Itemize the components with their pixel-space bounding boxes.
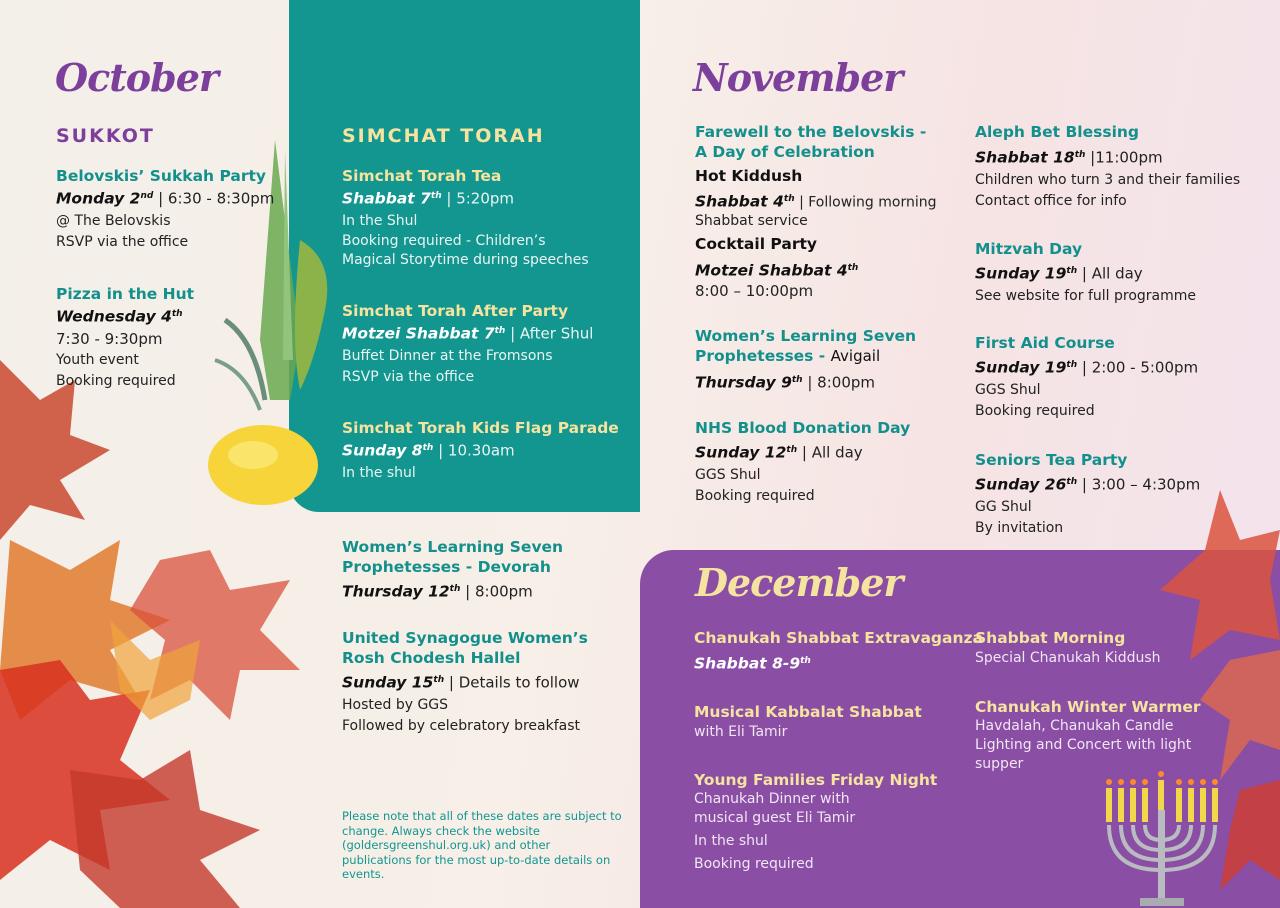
event-line: Buffet Dinner at the Fromsons [342, 347, 553, 364]
event-line: GGS Shul [695, 466, 761, 483]
event-line: See website for full programme [975, 287, 1196, 304]
event-date: Motzei Shabbat 7th | After Shul [342, 324, 594, 343]
event-belovskis-sukkah-party [56, 166, 274, 253]
event-title: Prophetesses - Devorah [342, 558, 551, 576]
event-aleph-bet-blessing [975, 122, 1240, 212]
event-line: Youth event [56, 351, 139, 368]
event-line: RSVP via the office [56, 233, 189, 250]
event-title: Prophetesses - Avigail [695, 347, 881, 365]
event-line: Shabbat service [695, 212, 808, 229]
event-line: supper [975, 756, 1024, 772]
event-nhs-blood-donation [695, 418, 910, 507]
event-line: Chanukah Dinner with [694, 791, 850, 807]
event-line: By invitation [975, 519, 1064, 536]
event-line: RSVP via the office [342, 368, 475, 385]
event-first-aid-course [975, 333, 1198, 422]
event-date: Sunday 19th | All day [975, 264, 1143, 283]
event-line: Booking required [695, 487, 815, 504]
event-line: Followed by celebratory breakfast [342, 717, 580, 734]
event-line: musical guest Eli Tamir [694, 810, 856, 826]
disclaimer-note: Please note that all of these dates are subject to change. Always check the website (goldersgreenshul.org.uk) and other publications for the most up-to-date details on events. [342, 809, 622, 881]
event-young-families-friday-night [694, 770, 937, 875]
event-title: Pizza in the Hut [56, 285, 195, 303]
event-title: United Synagogue Women’s [342, 629, 588, 647]
event-line: Hosted by GGS [342, 696, 449, 713]
event-date: Wednesday 4th [56, 307, 183, 326]
sukkot-heading: SUKKOT [56, 125, 155, 147]
event-line: Booking required [56, 372, 176, 389]
event-simchat-torah-tea [342, 166, 589, 270]
event-date: Shabbat 7th | 5:20pm [342, 189, 515, 208]
event-date: Sunday 15th | Details to follow [342, 673, 580, 692]
event-subtitle: Cocktail Party [695, 234, 817, 253]
event-kids-flag-parade [342, 418, 619, 484]
event-line: with Eli Tamir [694, 724, 788, 740]
simchat-torah-heading: SIMCHAT TORAH [342, 125, 545, 147]
event-title: Mitzvah Day [975, 240, 1083, 258]
event-mitzvah-day [975, 239, 1196, 307]
event-chanukah-extravaganza [694, 628, 983, 676]
event-line: 8:00 – 10:00pm [695, 282, 814, 301]
event-title: NHS Blood Donation Day [695, 419, 911, 437]
event-line: In the Shul [342, 212, 418, 229]
event-line: Contact office for info [975, 192, 1127, 209]
event-title: Belovskis’ Sukkah Party [56, 167, 267, 185]
event-title: Shabbat Morning [975, 629, 1126, 647]
event-title: Simchat Torah Tea [342, 167, 502, 185]
event-pizza-in-the-hut [56, 284, 194, 392]
event-shabbat-morning [975, 628, 1161, 669]
event-date: Shabbat 4th | Following morning [695, 192, 937, 211]
event-musical-kabbalat-shabbat [694, 702, 922, 743]
event-line: Special Chanukah Kiddush [975, 650, 1161, 666]
event-date: Sunday 19th | 2:00 - 5:00pm [975, 358, 1199, 377]
event-womens-learning-avigail [695, 326, 916, 395]
event-seniors-tea-party [975, 450, 1200, 539]
event-line: Children who turn 3 and their families [975, 171, 1241, 188]
event-line: In the shul [694, 833, 768, 849]
october-title: October [55, 55, 218, 100]
event-date: Motzei Shabbat 4th [695, 261, 859, 280]
event-title: Rosh Chodesh Hallel [342, 649, 521, 667]
event-line: 7:30 - 9:30pm [56, 329, 163, 348]
event-title: Simchat Torah After Party [342, 302, 569, 320]
event-title: Women’s Learning Seven [695, 327, 917, 345]
event-simchat-torah-after-party [342, 301, 593, 388]
event-title: First Aid Course [975, 334, 1115, 352]
event-line: GG Shul [975, 498, 1032, 515]
menorah-illustration [1100, 770, 1225, 908]
event-rosh-chodesh-hallel [342, 628, 588, 737]
event-title: Musical Kabbalat Shabbat [694, 703, 922, 721]
event-line: Magical Storytime during speeches [342, 251, 589, 268]
event-date: Sunday 8th | 10.30am [342, 441, 515, 460]
event-title: Simchat Torah Kids Flag Parade [342, 419, 619, 437]
event-date: Sunday 26th | 3:00 – 4:30pm [975, 475, 1201, 494]
event-line: Booking required - Children’s [342, 232, 546, 249]
december-title: December [695, 560, 903, 605]
event-date: Sunday 12th | All day [695, 443, 863, 462]
event-farewell-belovskis [695, 122, 955, 302]
event-line: Havdalah, Chanukah Candle [975, 718, 1174, 734]
event-line: GGS Shul [975, 381, 1041, 398]
event-title: Chanukah Winter Warmer [975, 698, 1201, 716]
event-title: Farewell to the Belovskis - [695, 123, 927, 141]
event-title: Young Families Friday Night [694, 771, 938, 789]
event-line: Booking required [694, 856, 814, 872]
event-line: @ The Belovskis [56, 212, 171, 229]
event-date: Monday 2nd | 6:30 - 8:30pm [56, 189, 275, 208]
event-date: Thursday 9th | 8:00pm [695, 373, 876, 392]
event-subtitle: Hot Kiddush [695, 167, 803, 185]
event-womens-learning-devorah [342, 537, 563, 604]
event-chanukah-winter-warmer [975, 697, 1201, 774]
event-line: Lighting and Concert with light [975, 737, 1192, 753]
event-title: Aleph Bet Blessing [975, 123, 1140, 141]
event-title: Women’s Learning Seven [342, 538, 564, 556]
event-title: A Day of Celebration [695, 143, 875, 161]
event-date: Shabbat 8-9th [694, 654, 811, 673]
event-line: Booking required [975, 402, 1095, 419]
event-title: Chanukah Shabbat Extravaganza [694, 629, 983, 647]
november-title: November [693, 55, 903, 100]
event-title: Seniors Tea Party [975, 451, 1128, 469]
event-line: In the shul [342, 464, 416, 481]
event-date: Shabbat 18th |11:00pm [975, 148, 1163, 167]
event-date: Thursday 12th | 8:00pm [342, 582, 533, 601]
